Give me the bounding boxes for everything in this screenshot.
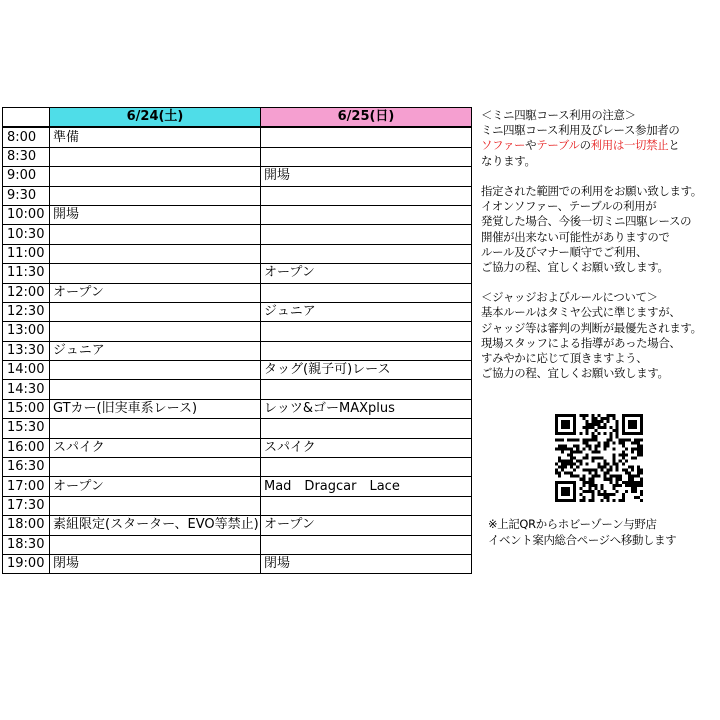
schedule-row bbox=[3, 302, 472, 321]
time-cell: 18:00 bbox=[3, 516, 50, 535]
ya-text: や bbox=[525, 138, 537, 153]
caution-prohibition-line bbox=[481, 138, 720, 153]
sat-event-cell: 素組限定(スターター、EVO等禁止) bbox=[50, 516, 261, 535]
sun-event-cell bbox=[261, 225, 472, 244]
schedule-row bbox=[3, 458, 472, 477]
sat-event-cell: 開場 bbox=[50, 205, 261, 224]
schedule-row bbox=[3, 167, 472, 186]
schedule-row bbox=[3, 283, 472, 302]
sun-event-cell: タッグ(親子可)レース bbox=[261, 361, 472, 380]
prohibited-text: 利用は一切禁止 bbox=[590, 138, 669, 153]
time-cell: 11:30 bbox=[3, 264, 50, 283]
time-cell: 15:00 bbox=[3, 399, 50, 418]
caution-title: ＜ミニ四駆コース利用の注意＞ bbox=[481, 108, 636, 122]
time-cell: 19:00 bbox=[3, 554, 50, 573]
schedule-row bbox=[3, 496, 472, 515]
table-text: テーブル bbox=[536, 138, 580, 153]
judge-line: ご協力の程、宜しくお願い致します。 bbox=[481, 366, 669, 381]
time-cell: 14:00 bbox=[3, 361, 50, 380]
sun-event-cell: レッツ&ゴーMAXplus bbox=[261, 399, 472, 418]
sun-event-cell bbox=[261, 244, 472, 263]
schedule-row bbox=[3, 341, 472, 360]
sun-event-cell bbox=[261, 535, 472, 554]
sun-event-cell bbox=[261, 496, 472, 515]
time-cell: 14:30 bbox=[3, 380, 50, 399]
schedule-body bbox=[3, 127, 472, 573]
caution-line: ミニ四駆コース利用及びレース参加者の bbox=[481, 123, 680, 138]
sun-event-cell bbox=[261, 322, 472, 341]
time-cell: 13:30 bbox=[3, 341, 50, 360]
schedule-row bbox=[3, 205, 472, 224]
schedule-row bbox=[3, 186, 472, 205]
area-line: イオンソファー、テーブルの利用が bbox=[481, 199, 657, 214]
sat-event-cell bbox=[50, 186, 261, 205]
judge-line: すみやかに応じて頂きますよう、 bbox=[481, 351, 648, 365]
schedule-row bbox=[3, 438, 472, 457]
sun-event-cell: オープン bbox=[261, 516, 472, 535]
schedule-row bbox=[3, 127, 472, 147]
time-cell: 12:00 bbox=[3, 283, 50, 302]
sun-event-cell bbox=[261, 127, 472, 147]
time-cell: 8:00 bbox=[3, 127, 50, 147]
sun-event-cell: 開場 bbox=[261, 167, 472, 186]
judge-title: ＜ジャッジおよびルールについて＞ bbox=[481, 290, 658, 305]
sun-event-cell bbox=[261, 205, 472, 224]
sun-event-cell: スパイク bbox=[261, 438, 472, 457]
time-cell: 16:00 bbox=[3, 438, 50, 457]
schedule-row bbox=[3, 419, 472, 438]
sun-event-cell: ジュニア bbox=[261, 302, 472, 321]
area-line: ルール及びマナー順守でご利用、 bbox=[481, 244, 648, 259]
schedule-row bbox=[3, 535, 472, 554]
sat-event-cell bbox=[50, 322, 261, 341]
sat-event-cell bbox=[50, 419, 261, 438]
time-cell: 11:00 bbox=[3, 244, 50, 263]
schedule-row bbox=[3, 225, 472, 244]
sat-event-cell: ジュニア bbox=[50, 341, 261, 360]
schedule-row bbox=[3, 361, 472, 380]
schedule-row bbox=[3, 554, 472, 573]
time-cell: 16:30 bbox=[3, 458, 50, 477]
sun-event-cell bbox=[261, 419, 472, 438]
event-schedule-table bbox=[2, 107, 472, 574]
sat-event-cell bbox=[50, 167, 261, 186]
sun-event-cell: 閉場 bbox=[261, 554, 472, 573]
caution-line: なります。 bbox=[481, 153, 536, 168]
schedule-row bbox=[3, 399, 472, 418]
time-cell: 12:30 bbox=[3, 302, 50, 321]
area-line: 指定された範囲での利用をお願い致します。 bbox=[481, 183, 702, 198]
schedule-header-row bbox=[3, 108, 472, 128]
sun-event-cell bbox=[261, 283, 472, 302]
schedule-row bbox=[3, 477, 472, 496]
no-text: の bbox=[579, 138, 591, 153]
time-cell: 17:30 bbox=[3, 496, 50, 515]
sun-event-cell bbox=[261, 186, 472, 205]
area-line: ご協力の程、宜しくお願い致します。 bbox=[481, 259, 669, 274]
sat-event-cell: オープン bbox=[50, 477, 261, 496]
notes-panel bbox=[481, 108, 720, 381]
time-header-cell bbox=[3, 108, 50, 128]
judge-line: ジャッジ等は審判の判断が最優先されます。 bbox=[481, 320, 702, 335]
sun-event-cell bbox=[261, 458, 472, 477]
qr-caption-line: ※上記QRからホビーゾーン与野店 bbox=[488, 517, 657, 531]
sat-event-cell: 準備 bbox=[50, 127, 261, 147]
sat-event-cell bbox=[50, 147, 261, 166]
sat-event-cell: オープン bbox=[50, 283, 261, 302]
sat-event-cell bbox=[50, 458, 261, 477]
schedule-row bbox=[3, 322, 472, 341]
time-cell: 18:30 bbox=[3, 535, 50, 554]
judge-line: 基本ルールはタミヤ公式に準じますが、 bbox=[481, 305, 681, 320]
schedule-row bbox=[3, 516, 472, 535]
sofa-text: ソファー bbox=[481, 138, 526, 153]
time-cell: 15:30 bbox=[3, 419, 50, 438]
sat-event-cell bbox=[50, 496, 261, 515]
sat-event-cell: 閉場 bbox=[50, 554, 261, 573]
qr-caption-line: イベント案内総合ページへ移動します bbox=[488, 532, 677, 547]
day-header-sat: 6/24(土) bbox=[50, 108, 261, 128]
area-line: 発覚した場合、今後一切ミニ四駆レースの bbox=[481, 214, 692, 229]
sat-event-cell bbox=[50, 361, 261, 380]
time-cell: 13:00 bbox=[3, 322, 50, 341]
time-cell: 17:00 bbox=[3, 477, 50, 496]
sat-event-cell: GTカー(旧実車系レース) bbox=[50, 399, 261, 418]
sun-event-cell: Mad Dragcar Lace bbox=[261, 477, 472, 496]
to-text: と bbox=[668, 138, 680, 153]
sat-event-cell bbox=[50, 302, 261, 321]
sat-event-cell: スパイク bbox=[50, 438, 261, 457]
sun-event-cell bbox=[261, 380, 472, 399]
time-cell: 10:00 bbox=[3, 205, 50, 224]
qr-code-icon[interactable] bbox=[555, 414, 643, 502]
day-header-sun: 6/25(日) bbox=[261, 108, 472, 128]
sun-event-cell bbox=[261, 147, 472, 166]
sun-event-cell: オープン bbox=[261, 264, 472, 283]
schedule-row bbox=[3, 380, 472, 399]
sat-event-cell bbox=[50, 264, 261, 283]
sun-event-cell bbox=[261, 341, 472, 360]
sat-event-cell bbox=[50, 535, 261, 554]
qr-caption bbox=[488, 517, 720, 548]
area-line: 開催が出来ない可能性がありますので bbox=[481, 229, 670, 244]
time-cell: 8:30 bbox=[3, 147, 50, 166]
schedule-row bbox=[3, 147, 472, 166]
time-cell: 10:30 bbox=[3, 225, 50, 244]
schedule-row bbox=[3, 264, 472, 283]
schedule-row bbox=[3, 244, 472, 263]
time-cell: 9:30 bbox=[3, 186, 50, 205]
sat-event-cell bbox=[50, 244, 261, 263]
judge-line: 現場スタッフによる指導があった場合、 bbox=[481, 335, 681, 350]
time-cell: 9:00 bbox=[3, 167, 50, 186]
sat-event-cell bbox=[50, 225, 261, 244]
sat-event-cell bbox=[50, 380, 261, 399]
